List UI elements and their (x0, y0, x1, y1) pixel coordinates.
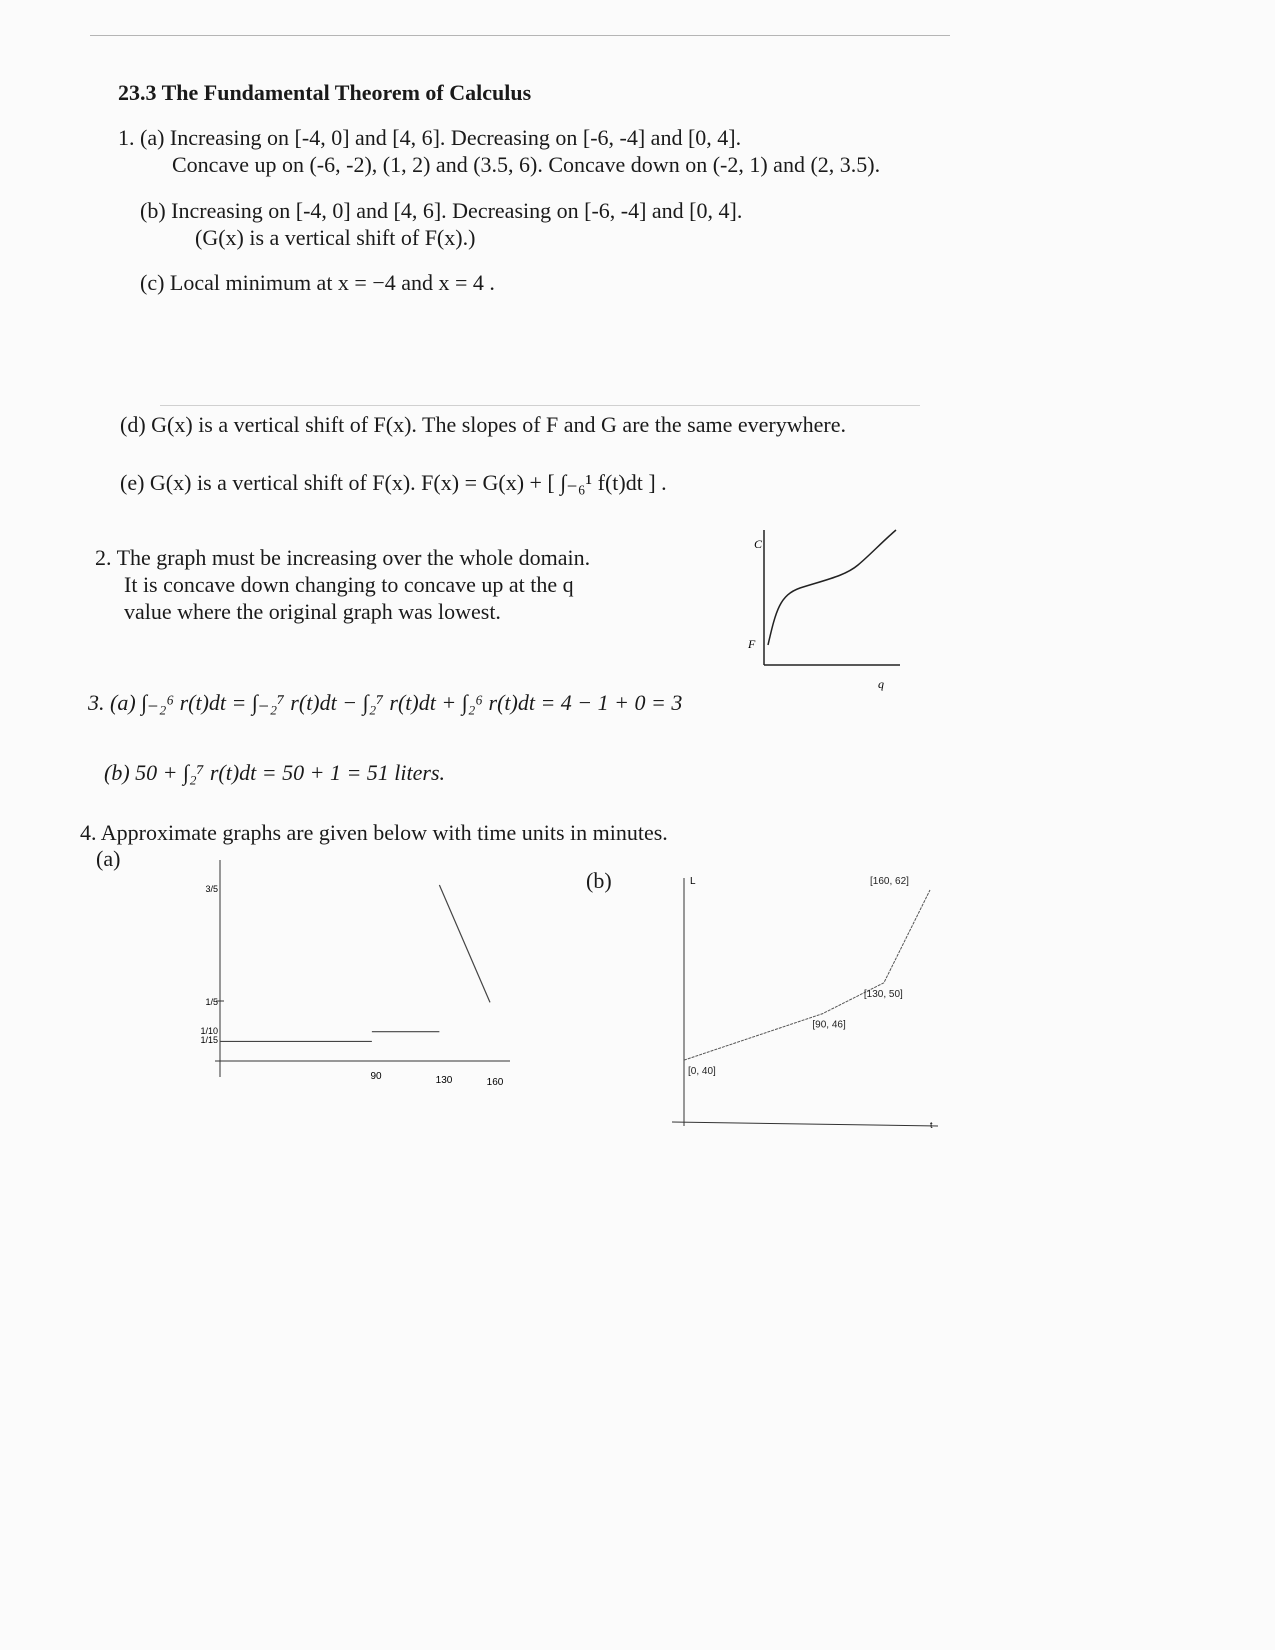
chart-a-segment-2 (439, 885, 490, 1002)
chart-b-point-label-2: [130, 50] (863, 988, 903, 1000)
chart-b-point-label-3: [160, 62] (870, 876, 909, 887)
chart-a-ytick-1-15: 1/15 (200, 1035, 218, 1045)
chart-a-xtick-130: 130 (435, 1075, 453, 1086)
p1e-line: (e) G(x) is a vertical shift of F(x). F(x) = G(x) + [ ∫₋₆¹ f(t)dt ] . (120, 470, 667, 495)
p2-line3: value where the original graph was lowest. (124, 599, 501, 624)
scan-rule-mid (160, 405, 920, 406)
chart-a-ytick-3-5: 3/5 (205, 884, 218, 894)
p1b-line2: (G(x) is a vertical shift of F(x).) (195, 225, 476, 250)
p1b-line1: (b) Increasing on [-4, 0] and [4, 6]. Decreasing on [-6, -4] and [0, 4]. (140, 198, 743, 223)
p2-graph-ylabel-top: C (754, 537, 763, 551)
chart-b-ylabel: L (690, 876, 696, 887)
p3b-line: (b) 50 + ∫₂⁷ r(t)dt = 50 + 1 = 51 liters. (104, 760, 446, 785)
p4-b-label: (b) (586, 868, 612, 893)
chart-b-x-axis (672, 1122, 938, 1126)
p1a-line2: Concave up on (-6, -2), (1, 2) and (3.5, 6). Concave down on (-2, 1) and (2, 3.5). (172, 152, 881, 177)
p1a-line1: 1. (a) Increasing on [-4, 0] and [4, 6]. Decreasing on [-6, -4] and [0, 4]. (118, 125, 742, 150)
chart-a-xtick-90: 90 (370, 1071, 382, 1082)
p1c-line: (c) Local minimum at x = −4 and x = 4 . (140, 270, 495, 295)
chart-b-point-label-0: [0, 40] (688, 1066, 716, 1078)
section-title: 23.3 The Fundamental Theorem of Calculus (118, 80, 532, 105)
p3a-line: 3. (a) ∫₋₂⁶ r(t)dt = ∫₋₂⁷ r(t)dt − ∫₂⁷ r(t)dt + ∫₂⁶ r(t)dt = 4 − 1 + 0 = 3 (88, 690, 683, 715)
p2-graph-xlabel: q (878, 677, 884, 691)
chart-b-line (684, 890, 930, 1060)
chart-a-xtick-160: 160 (486, 1077, 504, 1088)
scan-rule-top (90, 35, 950, 36)
chart-b-xlabel: t (930, 1120, 933, 1130)
p2-graph-curve (768, 530, 896, 645)
p1d-line: (d) G(x) is a vertical shift of F(x). The slopes of F and G are the same everywhere. (120, 412, 846, 437)
chart-a-ytick-1-10: 1/10 (200, 1026, 218, 1036)
p4-line: 4. Approximate graphs are given below with time units in minutes. (80, 820, 668, 845)
p2-line1: 2. The graph must be increasing over the whole domain. (95, 545, 591, 570)
chart-a (190, 855, 520, 1100)
chart-a-ytick-1-5: 1/5 (205, 997, 218, 1007)
chart-b (660, 870, 950, 1135)
chart-b-point-label-1: [90, 46] (812, 1019, 846, 1031)
p2-line2: It is concave down changing to concave up at the q (124, 572, 574, 597)
p4-a-label: (a) (96, 846, 121, 871)
p2-graph (740, 520, 910, 700)
p2-graph-ylabel-bottom: F (748, 637, 756, 651)
